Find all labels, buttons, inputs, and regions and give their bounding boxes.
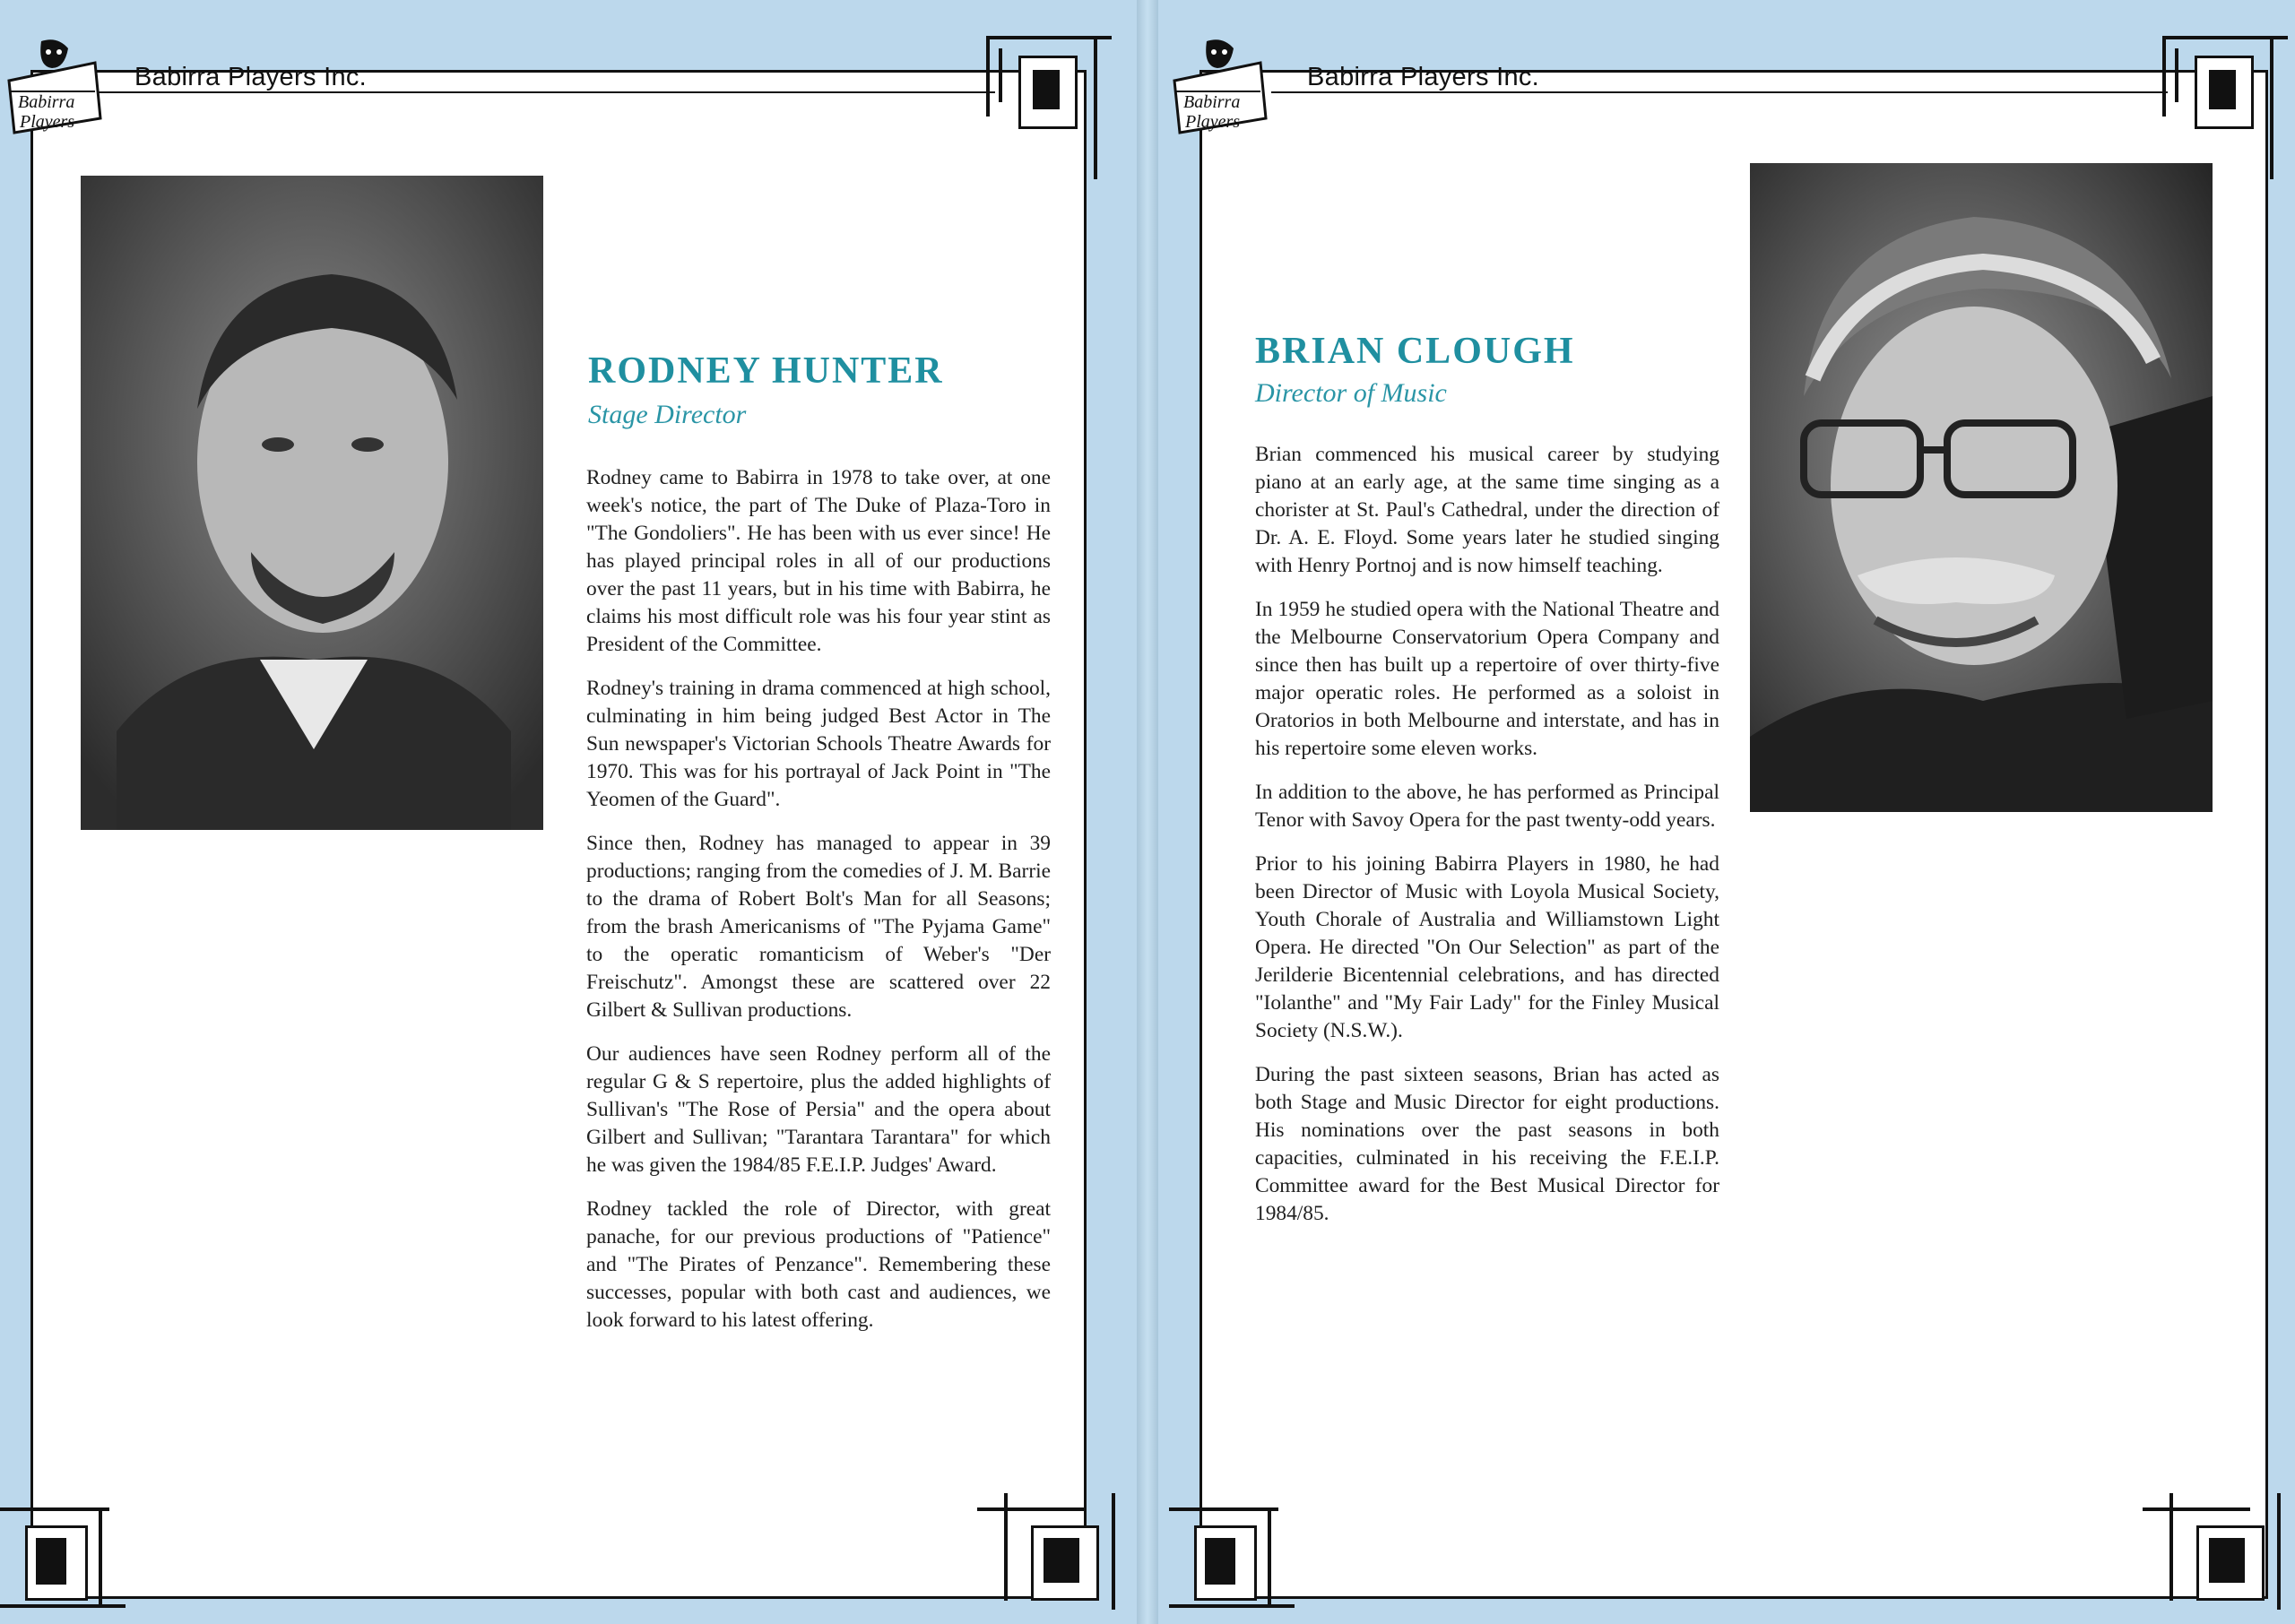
booklet-spine — [1137, 0, 1158, 1624]
logo-text-top: Babirra — [1183, 92, 1241, 112]
person-role: Director of Music — [1255, 378, 1447, 408]
biography-paragraph: Brian commenced his musical career by studying piano at an early age, at the same time singing as a chorister at St. Paul's Cathedral, under the direction of Dr. A. E. Floyd. Some years later he studied singing with Henry Portnoj and is now himself teaching. — [1255, 443, 1719, 577]
biography — [586, 464, 1051, 1351]
corner-ornament-bottom-left — [0, 1493, 126, 1624]
logo-text-bottom: Players — [1185, 112, 1241, 132]
person-role: Stage Director — [588, 400, 747, 429]
biography-paragraph: Rodney came to Babirra in 1978 to take over, at one week's notice, the part of The Duke of Plaza-Toro in "The Gondoliers". He has been with us ever since! He has played principal roles in all of our productions over the past 11 years, but in his time with Babirra, he claims his most difficult role was his four year stint as President of the Committee. — [586, 466, 1051, 656]
brand-title: Babirra Players Inc. — [1307, 63, 1540, 91]
biography-paragraph: Rodney's training in drama commenced at high school, culminating in him being judged Best Actor in The Sun newspaper's Victorian Schools Theatre Awards for 1970. This was for his portrayal of Jack Point in "The Yeomen of the Guard". — [586, 677, 1051, 811]
person-name: BRIAN CLOUGH — [1255, 331, 1575, 372]
babirra-logo — [5, 36, 106, 134]
right-page — [1158, 0, 2295, 1624]
corner-ornament-bottom-right — [977, 1493, 1130, 1624]
biography-paragraph: Our audiences have seen Rodney perform all of the regular G & S repertoire, plus the added highlights of Sullivan's "The Rose of Persia" and the opera about Gilbert and Sullivan; "Tarantara Tarantara" for which he was given the 1984/85 F.E.I.P. Judges' Award. — [586, 1042, 1051, 1177]
biography-paragraph: Prior to his joining Babirra Players in 1980, he had been Director of Music with Loyola Musical Society, Youth Chorale of Australia and Williamstown Light Opera. He directed "On Our Selection" as part of the Jerilderie Bicentennial celebrations, and has directed "Iolanthe" and "My Fair Lady" for the Finley Musical Society (N.S.W.). — [1255, 852, 1719, 1042]
biography — [1255, 441, 1719, 1244]
biography-paragraph: In addition to the above, he has performed as Principal Tenor with Savoy Opera for the past twenty-odd years. — [1255, 781, 1719, 832]
corner-ornament-top-right — [2162, 36, 2288, 179]
left-page — [0, 0, 1137, 1624]
corner-ornament-bottom-right — [2143, 1493, 2295, 1624]
person-name: RODNEY HUNTER — [588, 350, 944, 392]
corner-ornament-top-right — [986, 36, 1112, 179]
biography-paragraph: Since then, Rodney has managed to appear in 39 productions; ranging from the comedies of J. M. Barrie to the drama of Robert Bolt's Man for all Seasons; from the brash Americanisms of "The Pyjama Game" to the operatic romanticism of Weber's "Der Freischutz". Amongst these are scattered over 22 Gilbert & Sullivan productions. — [586, 832, 1051, 1022]
portrait-photo — [81, 176, 543, 830]
biography-paragraph: During the past sixteen seasons, Brian has acted as both Stage and Music Director for eight productions. His nominations over the past seasons in both capacities, culminated in his receiving the F.E.I.P. Committee award for the Best Musical Director for 1984/85. — [1255, 1063, 1719, 1225]
logo-text-bottom: Players — [20, 112, 75, 132]
portrait-photo — [1750, 163, 2213, 812]
corner-ornament-bottom-left — [1169, 1493, 1295, 1624]
biography-paragraph: In 1959 he studied opera with the National Theatre and the Melbourne Conservatorium Opera Company and since then has built up a repertoire of over thirty-five major operatic roles. He performed as a soloist in Oratorios in both Melbourne and interstate, and has in his repertoire some eleven works. — [1255, 598, 1719, 760]
babirra-logo — [1171, 36, 1271, 134]
biography-paragraph: Rodney tackled the role of Director, with great panache, for our previous productions of "Patience" and "The Pirates of Penzance". Remembering these successes, popular with both cast and audiences, we look forward to his latest offering. — [586, 1197, 1051, 1332]
logo-text-top: Babirra — [18, 92, 75, 112]
brand-title: Babirra Players Inc. — [134, 63, 368, 91]
